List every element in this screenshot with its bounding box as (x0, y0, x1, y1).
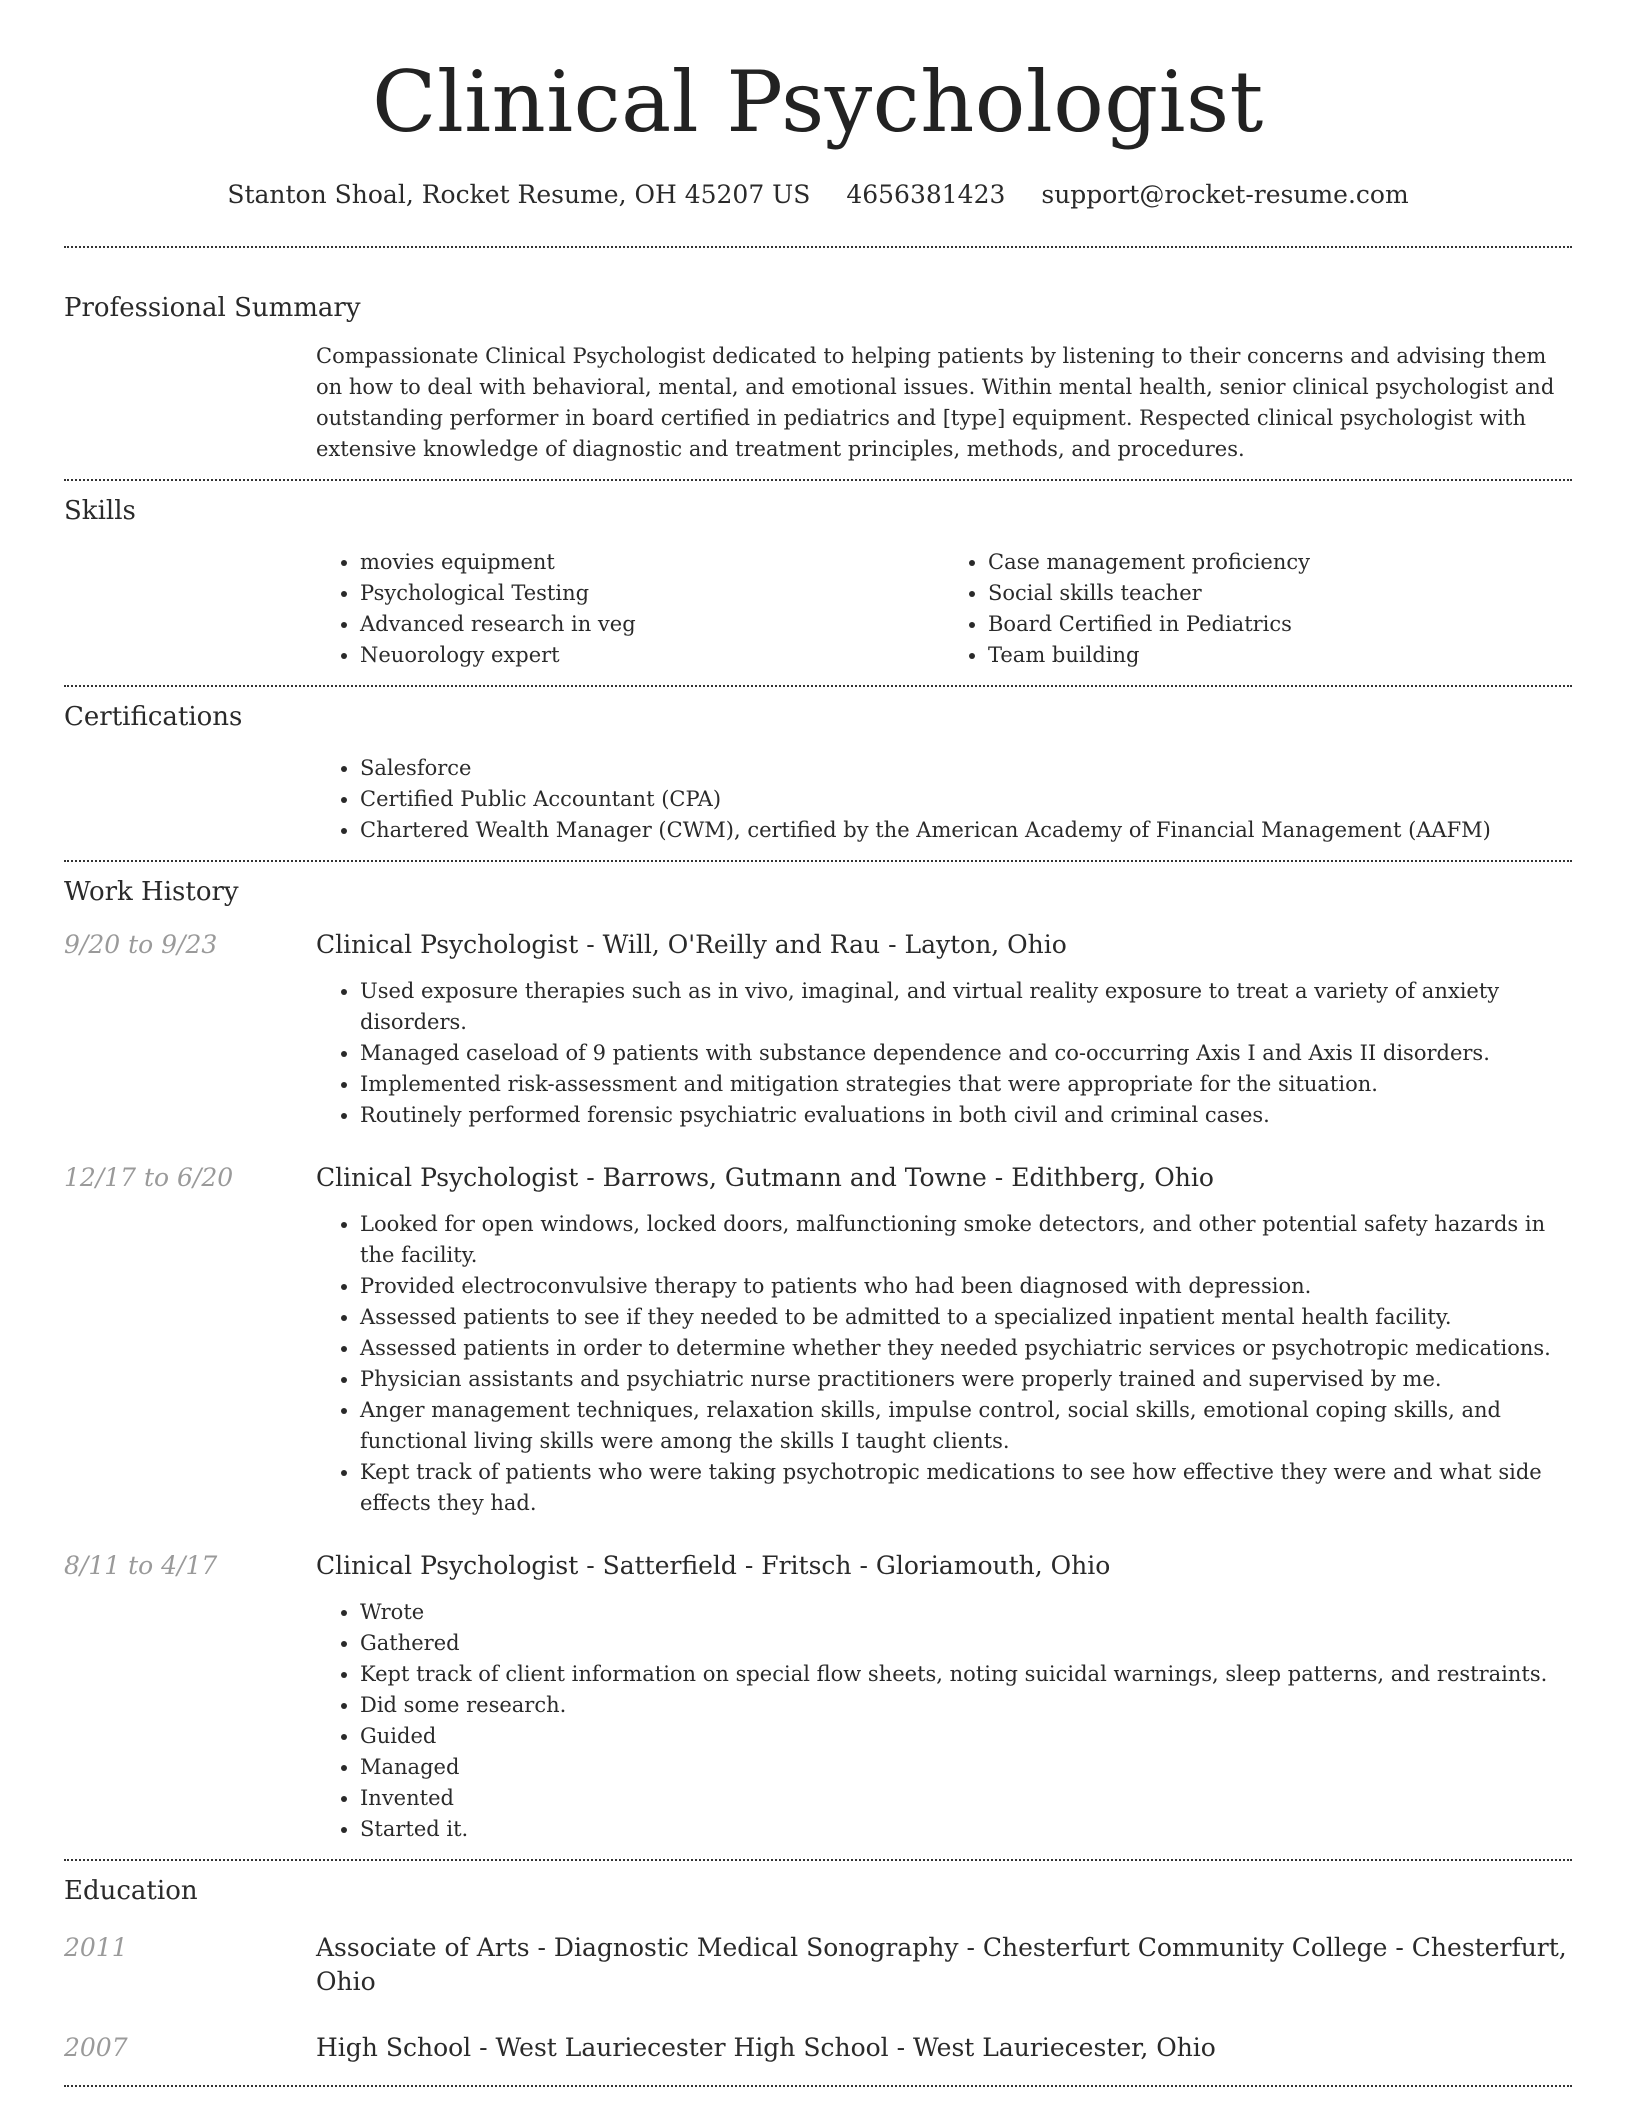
certifications-section (64, 687, 1572, 860)
job-heading: Clinical Psychologist - Barrows, Gutmann and Towne - Edithberg, Ohio (316, 1163, 1214, 1192)
certifications-title: Certifications (64, 702, 243, 732)
job-dates: 8/11 to 4/17 (64, 1551, 218, 1580)
job-bullet: • Gathered (360, 1628, 1572, 1659)
education-entry (64, 1931, 1572, 1999)
certification-item: • Certified Public Accountant (CPA) (360, 784, 1572, 815)
job-bullet: • Managed caseload of 9 patients with substance dependence and co-occurring Axis I and Axis II disorders. (360, 1038, 1572, 1069)
job-bullet: • Invented (360, 1783, 1572, 1814)
job-bullet: • Provided electroconvulsive therapy to patients who had been diagnosed with depression. (360, 1271, 1572, 1302)
contact-phone: 4656381423 (846, 180, 1006, 209)
skills-title: Skills (64, 496, 136, 526)
job-entry (64, 928, 1572, 1131)
contact-email: support@rocket-resume.com (1041, 180, 1409, 209)
certification-item: • Salesforce (360, 753, 1572, 784)
summary-section (64, 248, 1572, 479)
skill-item: • Psychological Testing (360, 578, 944, 609)
job-bullet: • Guided (360, 1721, 1572, 1752)
education-title: Education (64, 1876, 198, 1906)
contact-line (64, 178, 1572, 212)
resume-page (64, 0, 1572, 2087)
education-text: High School - West Lauriecester High School - West Lauriecester, Ohio (316, 2033, 1216, 2062)
education-section (64, 1861, 1572, 2085)
skills-list-right (944, 547, 1572, 671)
job-bullet: • Wrote (360, 1597, 1572, 1628)
summary-text: Compassionate Clinical Psychologist dedicated to helping patients by listening to their concerns and advising them on how to deal with behavioral, mental, and emotional issues. Within mental health, senior clinical psychologist and outstanding performer in board certified in pediatrics and [type] equipment. Respected clinical psychologist with extensive knowledge of diagnostic and treatment principles, methods, and procedures. (316, 344, 1555, 461)
job-bullet: • Anger management techniques, relaxation skills, impulse control, social skills, emotional coping skills, and functional living skills were among the skills I taught clients. (360, 1395, 1572, 1457)
job-entry (64, 1161, 1572, 1519)
skills-section (64, 481, 1572, 685)
divider (64, 2085, 1572, 2087)
job-entry (64, 1549, 1572, 1859)
summary-title: Professional Summary (64, 293, 361, 323)
job-bullet: • Looked for open windows, locked doors, malfunctioning smoke detectors, and other potential safety hazards in the facility. (360, 1209, 1572, 1271)
job-bullet: • Physician assistants and psychiatric nurse practitioners were properly trained and supervised by me. (360, 1364, 1572, 1395)
education-entry (64, 2031, 1572, 2065)
job-dates: 9/20 to 9/23 (64, 930, 218, 959)
job-bullet: • Did some research. (360, 1690, 1572, 1721)
job-bullet: • Managed (360, 1752, 1572, 1783)
skill-item: • movies equipment (360, 547, 944, 578)
job-bullet: • Started it. (360, 1814, 1572, 1845)
education-year: 2011 (64, 1933, 128, 1962)
job-bullet: • Routinely performed forensic psychiatric evaluations in both civil and criminal cases. (360, 1100, 1572, 1131)
skill-item: • Board Certified in Pediatrics (988, 609, 1572, 640)
job-bullets (316, 1597, 1572, 1845)
skills-list-left (316, 547, 944, 671)
resume-name: Clinical Psychologist (372, 53, 1264, 151)
education-year: 2007 (64, 2033, 128, 2062)
skill-item: • Social skills teacher (988, 578, 1572, 609)
job-bullet: • Kept track of patients who were taking psychotropic medications to see how effective they were and what side effects they had. (360, 1457, 1572, 1519)
work-section (64, 862, 1572, 1859)
certifications-list (316, 753, 1572, 846)
education-text: Associate of Arts - Diagnostic Medical Sonography - Chesterfurt Community College - Chesterfurt, Ohio (316, 1933, 1567, 1996)
job-bullet: • Assessed patients to see if they needed to be admitted to a specialized inpatient mental health facility. (360, 1302, 1572, 1333)
job-heading: Clinical Psychologist - Will, O'Reilly and Rau - Layton, Ohio (316, 930, 1067, 959)
job-bullet: • Kept track of client information on special flow sheets, noting suicidal warnings, sleep patterns, and restraints. (360, 1659, 1572, 1690)
skill-item: • Team building (988, 640, 1572, 671)
job-bullet: • Used exposure therapies such as in vivo, imaginal, and virtual reality exposure to treat a variety of anxiety disorders. (360, 976, 1572, 1038)
job-bullet: • Implemented risk-assessment and mitigation strategies that were appropriate for the situation. (360, 1069, 1572, 1100)
skill-item: • Advanced research in veg (360, 609, 944, 640)
job-dates: 12/17 to 6/20 (64, 1163, 234, 1192)
job-bullets (316, 976, 1572, 1131)
certification-item: • Chartered Wealth Manager (CWM), certified by the American Academy of Financial Management (AAFM) (360, 815, 1572, 846)
contact-address: Stanton Shoal, Rocket Resume, OH 45207 US (227, 180, 811, 209)
job-bullets (316, 1209, 1572, 1519)
skill-item: • Neuorology expert (360, 640, 944, 671)
skill-item: • Case management proficiency (988, 547, 1572, 578)
job-heading: Clinical Psychologist - Satterfield - Fritsch - Gloriamouth, Ohio (316, 1551, 1111, 1580)
job-bullet: • Assessed patients in order to determine whether they needed psychiatric services or psychotropic medications. (360, 1333, 1572, 1364)
work-title: Work History (64, 877, 239, 907)
